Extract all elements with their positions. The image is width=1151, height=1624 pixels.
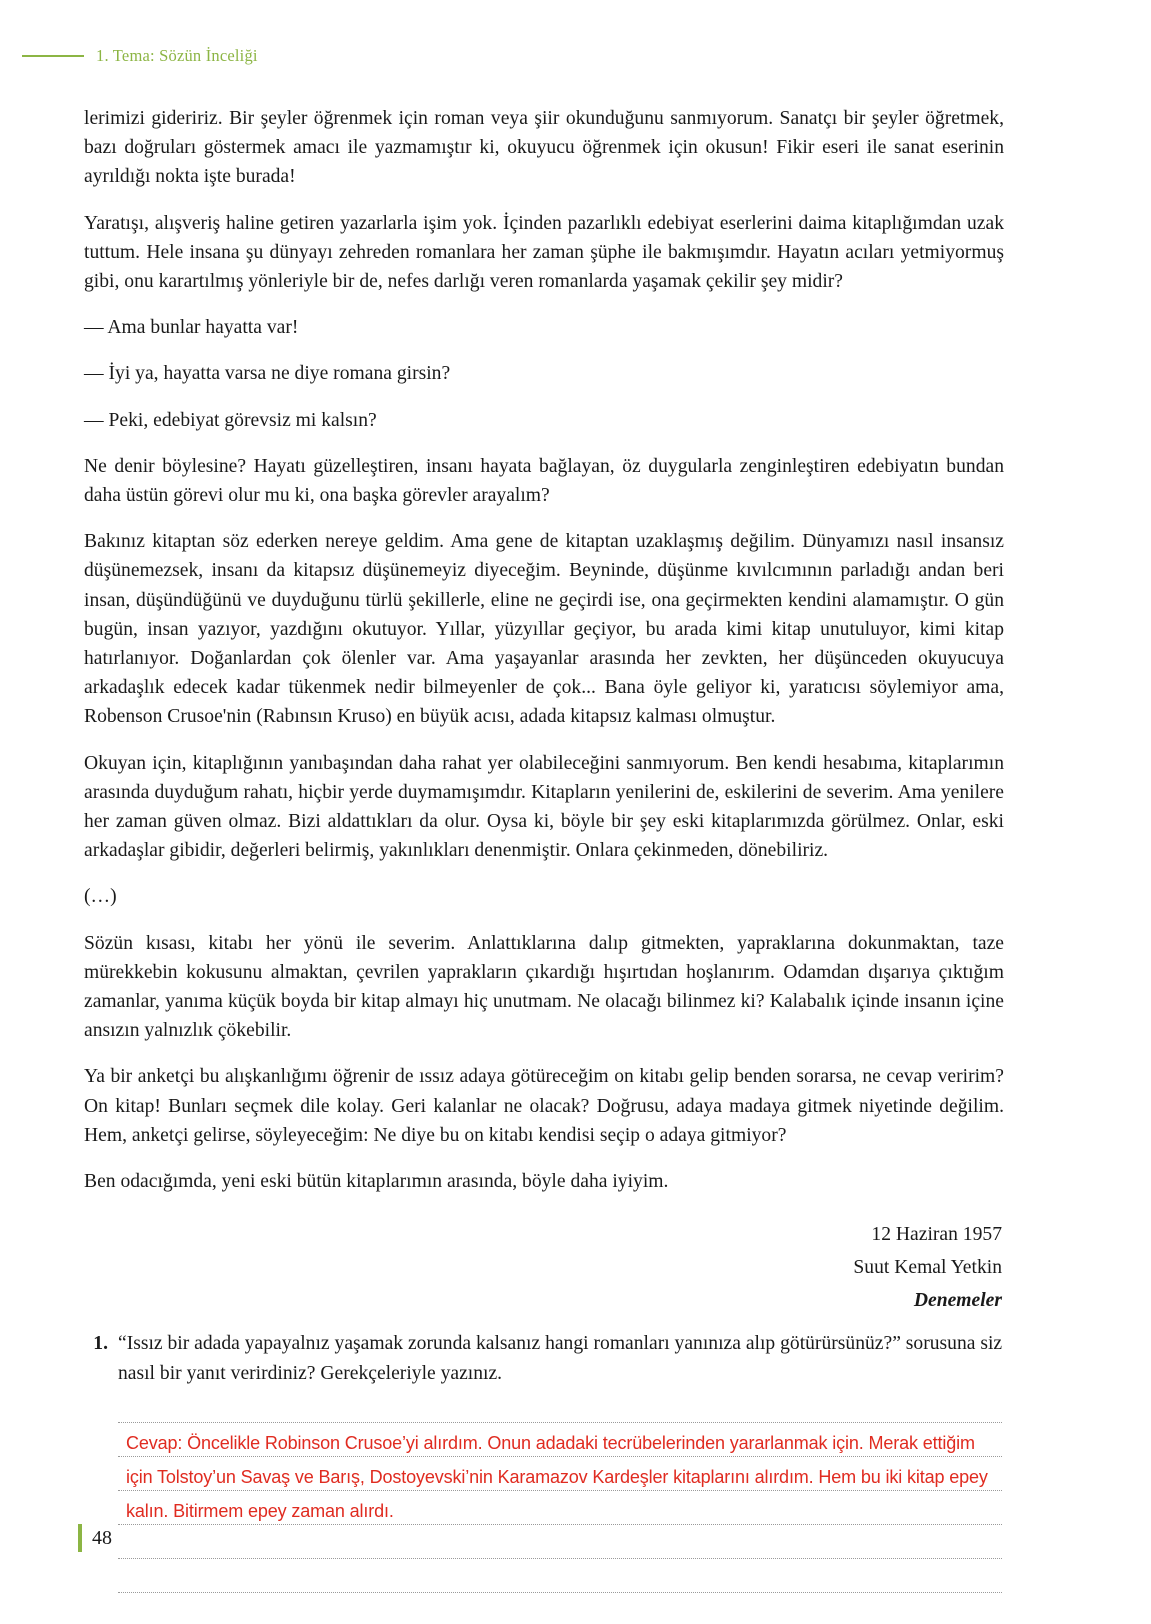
theme-title: 1. Tema: Sözün İnceliği: [96, 46, 258, 65]
running-header: [22, 44, 1091, 68]
paragraph: Yaratışı, alışveriş haline getiren yazarlarla işim yok. İçinden pazarlıklı edebiyat eserlerini daima kitaplığımdan uzak tuttum. Hele insana şu dünyayı zehreden romanlara her zaman şüphe ile bakmışımdır. Hayatın acıları yetmiyormuş gibi, onu karartılmış yönleriyle bir de, nefes darlığı veren romanlarda yaşamak çekilir şey midir?: [84, 212, 1004, 293]
answer-writing-area[interactable]: [118, 1422, 1002, 1593]
paragraph: Sözün kısası, kitabı her yönü ile severim. Anlattıklarına dalıp gitmekten, yapraklarına dokunmaktan, taze mürekkebin kokusunu almaktan, çevrilen yaprakların çıkardığı hışırtıdan hoşlanırım. Odamdan dışarıya çıktığım zamanlar, yanıma küçük boyda bir kitap almayı hiç unutmam. Ne olacağı bilinmez ki? Kalabalık içinde insanın içine ansızın yalnızlık çökebilir.: [84, 932, 1004, 1042]
paragraph: Ben odacığımda, yeni eski bütün kitaplarımın arasında, böyle daha iyiyim.: [84, 1171, 669, 1193]
answer-line[interactable]: [118, 1525, 1002, 1559]
page-number: 48: [92, 1526, 112, 1549]
omission-marker: (…): [84, 886, 117, 908]
publication-date: 12 Haziran 1957: [871, 1224, 1002, 1246]
question-number: 1.: [93, 1333, 108, 1355]
answer-line[interactable]: [118, 1559, 1002, 1593]
paragraph: Ne denir böylesine? Hayatı güzelleştiren, insanı hayata bağlayan, öz duygularla zenginleştiren edebiyatın bundan daha üstün görevi olur mu ki, ona başka görevler arayalım?: [84, 455, 1004, 507]
paragraph: lerimizi gideririz. Bir şeyler öğrenmek için roman veya şiir okunduğunu sanmıyorum. Sanatçı bir şeyler öğretmek, bazı doğruları göstermek amacı ile yazmamıştır ki, okuyucu öğrenmek için okusun! Fikir eseri ile sanat eserinin ayrıldığı nokta işte burada!: [84, 108, 1004, 188]
header-rule-decoration: [22, 55, 84, 57]
paragraph: Okuyan için, kitaplığının yanıbaşından daha rahat yer olabileceğini sanmıyorum. Ben kendi hesabıma, kitaplarımın arasında duyduğum rahatı, hiçbir yerde duymamışımdır. Kitapların yenilerini de, eskilerini de severim. Ama yenilere her zaman güven olmaz. Bizi aldattıkları da olur. Oysa ki, böyle bir şey eski kitaplarımızda görülmez. Onlar, eski arkadaşlar gibidir, değerleri belirmiş, yakınlıkları denenmiştir. Onlara çekinmeden, dönebiliriz.: [84, 752, 1004, 862]
answer-text: için Tolstoy’un Savaş ve Barış, Dostoyevski’nin Karamazov Kardeşler kitaplarını alırdım. Hem bu iki kitap epey: [126, 1465, 988, 1487]
article-body: [84, 104, 1004, 1593]
dialogue-line: — İyi ya, hayatta varsa ne diye romana girsin?: [84, 363, 451, 385]
work-title: Denemeler: [913, 1290, 1002, 1312]
question-item: [84, 1329, 1004, 1387]
answer-text: Cevap: Öncelikle Robinson Crusoe’yi alırdım. Onun adadaki tecrübelerinden yararlanmak için. Merak ettiğim: [126, 1431, 975, 1453]
page-footer: [78, 1524, 112, 1552]
attribution-block: [84, 1218, 1004, 1317]
footer-bar-decoration: [78, 1524, 82, 1552]
dialogue-line: — Peki, edebiyat görevsiz mi kalsın?: [84, 409, 377, 431]
paragraph: Bakınız kitaptan söz ederken nereye geldim. Ama gene de kitaptan uzaklaşmış değilim. Dünyamızı nasıl insansız düşünemezsek, insanı da kitapsız düşünemeyiz diyeceğim. Beyninde, düşünme kıvılcımının parladığı andan beri insan, düşündüğünü ve duyduğunu türlü şekillerle, eline ne geçirdi ise, ona geçirmekten kendini alamamıştır. O gün bugün, insan yazıyor, yazdığını okutuyor. Yıllar, yüzyıllar geçiyor, bu arada kimi kitap unutuluyor, kimi kitap hatırlanıyor. Doğanlardan çok ölenler var. Ama yaşayanlar arasında her zevkten, her düşünceden okuyucuya arkadaşlık edecek kadar tükenmek nedir bilmeyenler de çok... Bana öyle geliyor ki, yaratıcısı söylemiyor ama, Robenson Crusoe'nin (Rabınsın Kruso) en büyük acısı, adada kitapsız kalması olmuştur.: [84, 531, 1004, 728]
answer-line[interactable]: [118, 1491, 1002, 1525]
answer-line[interactable]: [118, 1457, 1002, 1491]
author-name: Suut Kemal Yetkin: [853, 1257, 1002, 1279]
answer-text: kalın. Bitirmem epey zaman alırdı.: [126, 1499, 394, 1521]
answer-line[interactable]: [118, 1422, 1002, 1457]
question-text: “Issız bir adada yapayalnız yaşamak zorunda kalsanız hangi romanları yanınıza alıp götürürsünüz?” sorusuna siz nasıl bir yanıt verirdiniz? Gerekçeleriyle yazınız.: [118, 1333, 1003, 1384]
dialogue-line: — Ama bunlar hayatta var!: [84, 317, 299, 339]
paragraph: Ya bir anketçi bu alışkanlığımı öğrenir de ıssız adaya götüreceğim on kitabı gelip benden sorarsa, ne cevap veririm? On kitap! Bunları seçmek dile kolay. Geri kalanlar ne olacak? Doğrusu, adaya madaya gitmek niyetinde değilim. Hem, anketçi gelirse, söyleyeceğim: Ne diye bu on kitabı kendisi seçip o adaya gitmiyor?: [84, 1066, 1004, 1146]
